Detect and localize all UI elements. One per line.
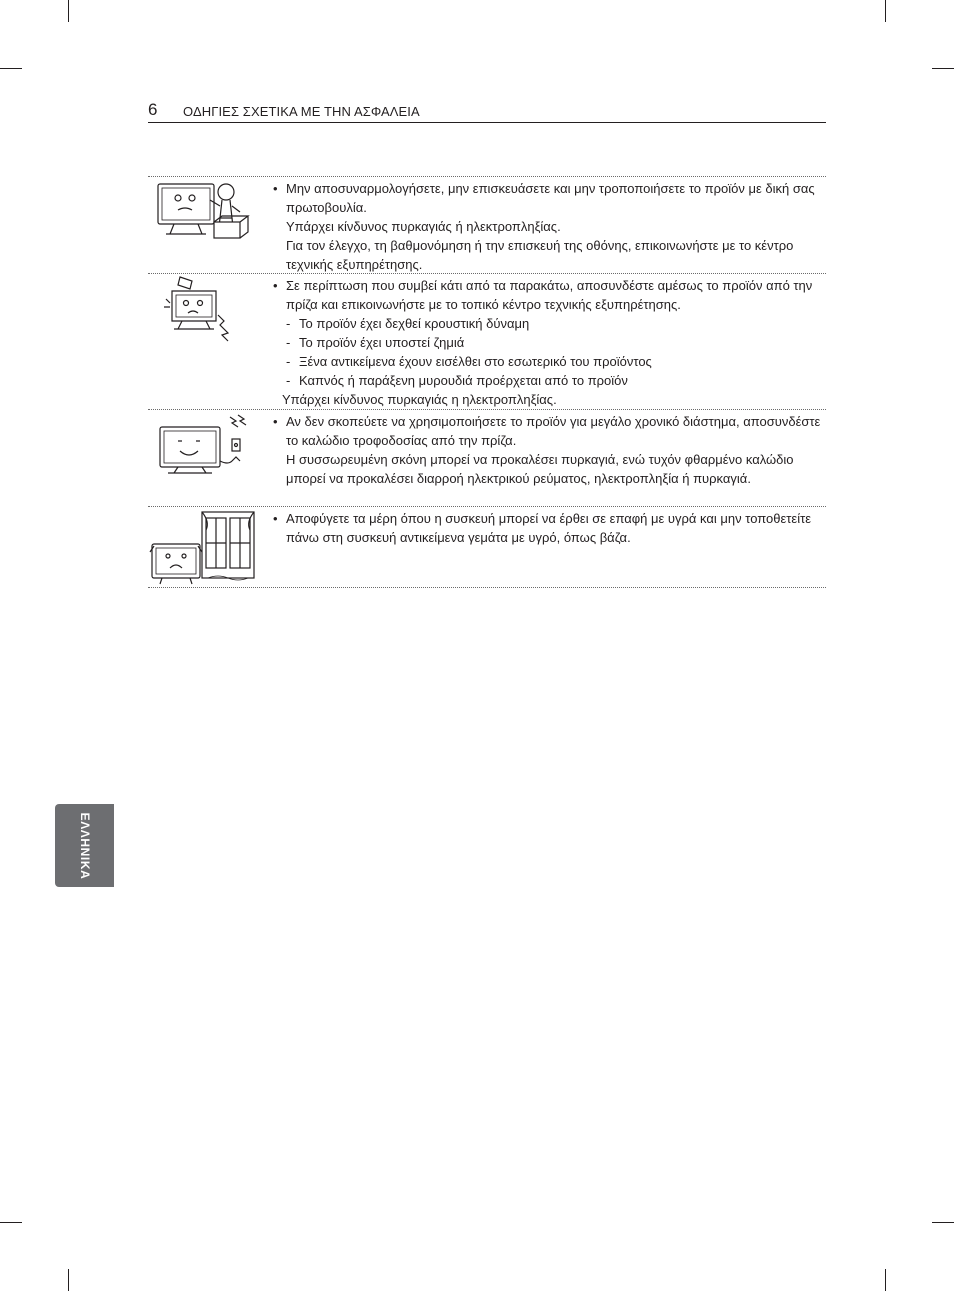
dash-icon: - [286,354,291,369]
page-header [148,100,826,123]
crop-mark [885,0,886,22]
safety-row [148,410,826,507]
safety-table [148,176,826,588]
bullet-item [258,412,826,450]
sub-item [258,314,826,333]
tv-window-liquid-illustration [148,507,258,587]
tv-damage-illustration [148,274,258,409]
bullet-item [258,179,826,217]
bullet-text: Αποφύγετε τα μέρη όπου η συσκευή μπορεί να έρθει σε επαφή με υγρά και μην τοποθετείτε πάνω στη συσκευή αντικείμενα γεμάτα με υγρό, όπως βάζα. [286,511,812,545]
safety-text [258,410,826,506]
sub-item [258,371,826,390]
dash-icon: - [286,373,291,388]
safety-row [148,274,826,410]
language-tab [55,804,114,887]
bullet-icon: • [273,181,278,196]
tv-disassembly-illustration [148,177,258,273]
bullet-icon: • [273,278,278,293]
paragraph: Υπάρχει κίνδυνος πυρκαγιάς ή ηλεκτροπληξίας. [286,219,561,234]
sub-item-text: Το προϊόν έχει δεχθεί κρουστική δύναμη [299,316,530,331]
crop-mark [885,1269,886,1291]
section-title: ΟΔΗΓΙΕΣ ΣΧΕΤΙΚΑ ΜΕ ΤΗΝ ΑΣΦΑΛΕΙΑ [183,104,420,119]
bullet-text: Σε περίπτωση που συμβεί κάτι από τα παρακάτω, αποσυνδέστε αμέσως το προϊόν από την πρίζα και επικοινωνήστε με το τοπικό κέντρο τεχνικής εξυπηρέτησης. [286,278,813,312]
crop-mark [932,1222,954,1223]
safety-row [148,507,826,588]
paragraph: Για τον έλεγχο, τη βαθμονόμηση ή την επισκευή της οθόνης, επικοινωνήστε με το κέντρο τεχνικής εξυπηρέτησης. [286,238,794,272]
page-number: 6 [148,100,158,119]
sub-item [258,352,826,371]
bullet-item [258,276,826,314]
crop-mark [0,68,22,69]
sub-item [258,333,826,352]
bullet-item [258,509,826,547]
sub-item-text: Καπνός ή παράξενη μυρουδιά προέρχεται από το προϊόν [299,373,628,388]
bullet-icon: • [273,414,278,429]
sub-item-text: Ξένα αντικείμενα έχουν εισέλθει στο εσωτερικό του προϊόντος [299,354,652,369]
dash-icon: - [286,316,291,331]
paragraph: Υπάρχει κίνδυνος πυρκαγιάς η ηλεκτροπληξίας. [282,392,557,407]
safety-text [258,507,826,587]
bullet-text: Μην αποσυναρμολογήσετε, μην επισκευάσετε και μην τροποποιήσετε το προϊόν με δική σας πρωτοβουλία. [286,181,815,215]
tv-unplugged-illustration [148,410,258,506]
bullet-icon: • [273,511,278,526]
language-tab-label: ΕΛΛΗΝΙΚΑ [77,812,92,879]
crop-mark [68,1269,69,1291]
crop-mark [0,1222,22,1223]
safety-row [148,177,826,274]
paragraph: Η συσσωρευμένη σκόνη μπορεί να προκαλέσει πυρκαγιά, ενώ τυχόν φθαρμένο καλώδιο μπορεί να προκαλέσει διαρροή ηλεκτρικού ρεύματος, ηλεκτροπληξία ή πυρκαγιά. [286,452,794,486]
safety-text [258,274,826,409]
bullet-text: Αν δεν σκοπεύετε να χρησιμοποιήσετε το προϊόν για μεγάλο χρονικό διάστημα, αποσυνδέστε το καλώδιο τροφοδοσίας από την πρίζα. [286,414,821,448]
dash-icon: - [286,335,291,350]
crop-mark [68,0,69,22]
crop-mark [932,68,954,69]
sub-item-text: Το προϊόν έχει υποστεί ζημιά [299,335,465,350]
safety-text [258,177,826,273]
